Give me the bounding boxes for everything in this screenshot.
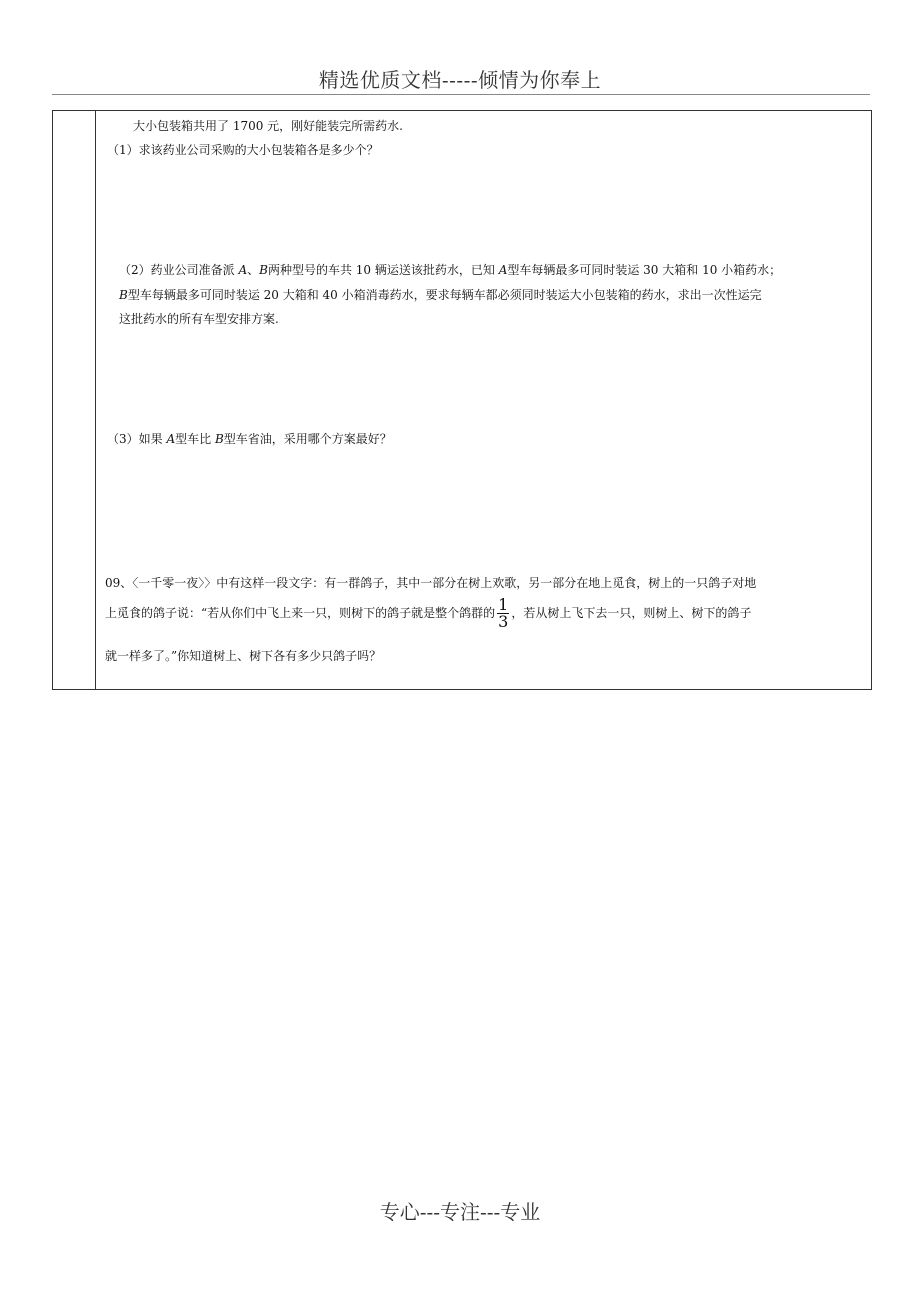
var-a: A — [238, 263, 248, 277]
fraction-numerator: 1 — [498, 595, 509, 614]
q2-text-c: 型车每辆最多可同时装运 30 大箱和 10 小箱药水； — [507, 263, 782, 277]
q3-text-a: （3）如果 — [107, 432, 167, 446]
var-b: B — [119, 288, 128, 302]
q2-text-a: （2）药业公司准备派 — [119, 263, 239, 277]
var-a: A — [498, 263, 508, 277]
var-a: A — [166, 432, 176, 446]
problem-09-line-1: 09、〈一千零一夜〉〉中有这样一段文字：有一群鸽子，其中一部分在树上欢歌，另一部分在地上觅食，树上的一只鸽子对地 — [105, 576, 757, 590]
fraction-denominator: 3 — [498, 612, 509, 631]
problem-09-line-2 — [105, 593, 751, 633]
problem-09-line-3: 就一样多了。”你知道树上、树下各有多少只鸽子吗？ — [105, 649, 382, 663]
problem-table — [52, 110, 872, 690]
question-2-line-3: 这批药水的所有车型安排方案. — [119, 312, 279, 326]
fraction-one-third — [497, 597, 509, 630]
page-header: 精选优质文档-----倾情为你奉上 — [318, 68, 602, 92]
q2-text-b: 两种型号的车共 10 辆运送该批药水，已知 — [267, 263, 499, 277]
var-b: B — [214, 432, 224, 446]
page-footer: 专心---专注---专业 — [379, 1200, 541, 1224]
q2-sep: 、 — [247, 263, 260, 277]
p09-text-a: 上觅食的鸽子说：“若从你们中飞上来一只，则树下的鸽子就是整个鸽群的 — [105, 606, 496, 620]
question-1: （1）求该药业公司采购的大小包装箱各是多少个？ — [107, 143, 379, 157]
header-rule — [52, 94, 870, 95]
q2-text-d: 型车每辆最多可同时装运 20 大箱和 40 小箱消毒药水，要求每辆车都必须同时装运大小包装箱的药水，求出一次性运完 — [127, 288, 762, 302]
question-2-line-2 — [119, 288, 762, 302]
question-3 — [107, 432, 392, 446]
q3-text-c: 型车省油，采用哪个方案最好？ — [223, 432, 392, 446]
question-2-line-1 — [119, 263, 781, 277]
intro-text: 大小包装箱共用了 1700 元，刚好能装完所需药水. — [133, 119, 403, 133]
var-b: B — [259, 263, 268, 277]
p09-text-b: ，若从树上飞下去一只，则树上、树下的鸽子 — [511, 606, 752, 620]
column-divider — [95, 111, 96, 689]
q3-text-b: 型车比 — [175, 432, 215, 446]
